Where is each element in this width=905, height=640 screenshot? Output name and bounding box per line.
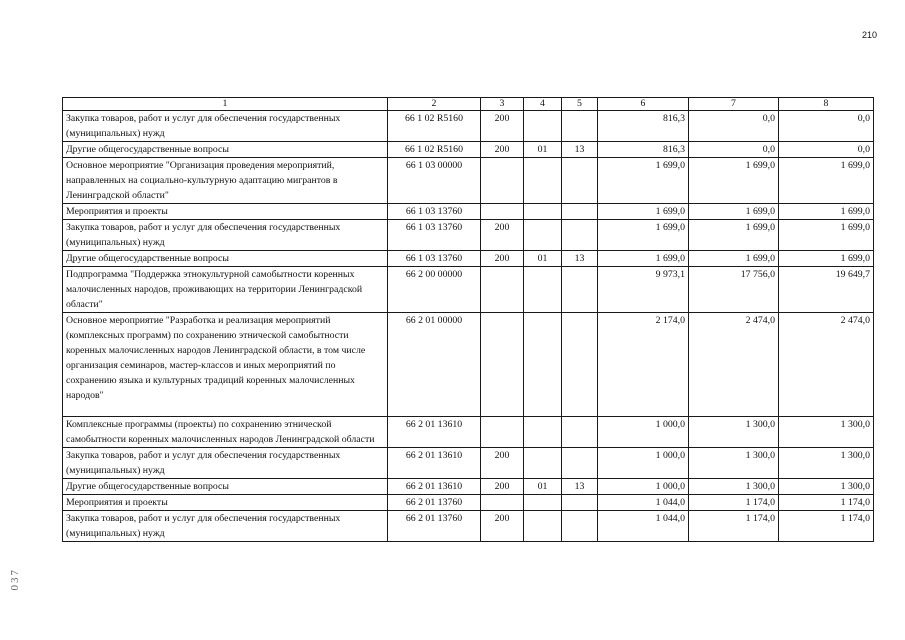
row-name-cell: Закупка товаров, работ и услуг для обеспечения государственных (муниципальных) нужд (63, 511, 388, 542)
budget-table (62, 97, 874, 542)
column-header: 4 (524, 98, 562, 111)
subsection-cell (562, 267, 598, 313)
table-row (63, 267, 874, 313)
year2-amount-cell: 1 699,0 (689, 251, 779, 267)
row-name-cell: Другие общегосударственные вопросы (63, 479, 388, 495)
expense-type-cell (481, 417, 524, 448)
row-name-cell: Основное мероприятие "Разработка и реализация мероприятий (комплексных программ) по сохранению этнической самобытности коренных малочисленных народов Ленинградской области, в том числе организация семинаров, мастер-классов и иных мероприятий по сохранению языка и культурных традиций коренных малочисленных народов" (63, 313, 388, 417)
year2-amount-cell: 1 699,0 (689, 204, 779, 220)
year1-amount-cell: 1 000,0 (598, 448, 689, 479)
year3-amount-cell: 1 174,0 (779, 495, 874, 511)
year1-amount-cell: 1 699,0 (598, 204, 689, 220)
year2-amount-cell: 1 174,0 (689, 511, 779, 542)
target-code-cell: 66 1 03 00000 (388, 158, 481, 204)
year2-amount-cell: 17 756,0 (689, 267, 779, 313)
year2-amount-cell: 0,0 (689, 111, 779, 142)
expense-type-cell (481, 313, 524, 417)
section-cell (524, 220, 562, 251)
year3-amount-cell: 1 699,0 (779, 220, 874, 251)
year1-amount-cell: 1 044,0 (598, 511, 689, 542)
row-name-cell: Закупка товаров, работ и услуг для обеспечения государственных (муниципальных) нужд (63, 111, 388, 142)
year2-amount-cell: 1 300,0 (689, 448, 779, 479)
year1-amount-cell: 9 973,1 (598, 267, 689, 313)
target-code-cell: 66 1 02 R5160 (388, 142, 481, 158)
year1-amount-cell: 2 174,0 (598, 313, 689, 417)
target-code-cell: 66 2 01 00000 (388, 313, 481, 417)
expense-type-cell: 200 (481, 511, 524, 542)
year3-amount-cell: 1 174,0 (779, 511, 874, 542)
section-cell (524, 511, 562, 542)
year2-amount-cell: 0,0 (689, 142, 779, 158)
subsection-cell (562, 204, 598, 220)
expense-type-cell (481, 204, 524, 220)
row-name-cell: Подпрограмма "Поддержка этнокультурной самобытности коренных малочисленных народов, проживающих на территории Ленинградской области" (63, 267, 388, 313)
page-number: 210 (861, 30, 877, 40)
subsection-cell: 13 (562, 142, 598, 158)
year1-amount-cell: 1 044,0 (598, 495, 689, 511)
table-row (63, 111, 874, 142)
year3-amount-cell: 0,0 (779, 142, 874, 158)
subsection-cell (562, 313, 598, 417)
target-code-cell: 66 1 03 13760 (388, 220, 481, 251)
section-cell (524, 417, 562, 448)
row-name-cell: Мероприятия и проекты (63, 495, 388, 511)
table-row (63, 142, 874, 158)
column-header: 1 (63, 98, 388, 111)
table-row (63, 251, 874, 267)
row-name-cell: Закупка товаров, работ и услуг для обеспечения государственных (муниципальных) нужд (63, 448, 388, 479)
row-name-cell: Другие общегосударственные вопросы (63, 142, 388, 158)
section-cell (524, 158, 562, 204)
year2-amount-cell: 1 300,0 (689, 417, 779, 448)
expense-type-cell: 200 (481, 448, 524, 479)
subsection-cell (562, 495, 598, 511)
year1-amount-cell: 816,3 (598, 111, 689, 142)
year1-amount-cell: 1 699,0 (598, 251, 689, 267)
expense-type-cell (481, 267, 524, 313)
year3-amount-cell: 1 699,0 (779, 251, 874, 267)
target-code-cell: 66 2 01 13610 (388, 448, 481, 479)
column-header: 6 (598, 98, 689, 111)
year2-amount-cell: 1 300,0 (689, 479, 779, 495)
subsection-cell (562, 417, 598, 448)
year3-amount-cell: 1 300,0 (779, 448, 874, 479)
year1-amount-cell: 816,3 (598, 142, 689, 158)
table-row (63, 313, 874, 417)
target-code-cell: 66 2 01 13610 (388, 479, 481, 495)
subsection-cell (562, 158, 598, 204)
year2-amount-cell: 1 699,0 (689, 158, 779, 204)
year2-amount-cell: 1 174,0 (689, 495, 779, 511)
year3-amount-cell: 1 699,0 (779, 204, 874, 220)
year2-amount-cell: 1 699,0 (689, 220, 779, 251)
section-cell (524, 448, 562, 479)
year3-amount-cell: 19 649,7 (779, 267, 874, 313)
row-name-cell: Другие общегосударственные вопросы (63, 251, 388, 267)
column-header: 8 (779, 98, 874, 111)
target-code-cell: 66 1 02 R5160 (388, 111, 481, 142)
section-cell: 01 (524, 142, 562, 158)
section-cell (524, 495, 562, 511)
subsection-cell (562, 111, 598, 142)
expense-type-cell (481, 495, 524, 511)
margin-handwritten-mark: 037 (9, 568, 21, 591)
expense-type-cell: 200 (481, 251, 524, 267)
row-name-cell: Закупка товаров, работ и услуг для обеспечения государственных (муниципальных) нужд (63, 220, 388, 251)
row-name-cell: Комплексные программы (проекты) по сохранению этнической самобытности коренных малочисленных народов Ленинградской области (63, 417, 388, 448)
subsection-cell (562, 220, 598, 251)
header-row (63, 98, 874, 111)
section-cell (524, 204, 562, 220)
year1-amount-cell: 1 000,0 (598, 417, 689, 448)
column-header: 7 (689, 98, 779, 111)
year2-amount-cell: 2 474,0 (689, 313, 779, 417)
expense-type-cell: 200 (481, 479, 524, 495)
target-code-cell: 66 1 03 13760 (388, 251, 481, 267)
year3-amount-cell: 0,0 (779, 111, 874, 142)
expense-type-cell: 200 (481, 111, 524, 142)
table-row (63, 495, 874, 511)
subsection-cell: 13 (562, 251, 598, 267)
year1-amount-cell: 1 699,0 (598, 158, 689, 204)
subsection-cell (562, 448, 598, 479)
year3-amount-cell: 1 699,0 (779, 158, 874, 204)
row-name-cell: Основное мероприятие "Организация проведения мероприятий, направленных на социально-культурную адаптацию мигрантов в Ленинградской области" (63, 158, 388, 204)
section-cell: 01 (524, 251, 562, 267)
table-row (63, 220, 874, 251)
target-code-cell: 66 2 00 00000 (388, 267, 481, 313)
table-row (63, 511, 874, 542)
table-row (63, 158, 874, 204)
section-cell (524, 313, 562, 417)
column-header: 5 (562, 98, 598, 111)
target-code-cell: 66 2 01 13610 (388, 417, 481, 448)
subsection-cell: 13 (562, 479, 598, 495)
year3-amount-cell: 1 300,0 (779, 417, 874, 448)
year1-amount-cell: 1 699,0 (598, 220, 689, 251)
expense-type-cell (481, 158, 524, 204)
target-code-cell: 66 2 01 13760 (388, 511, 481, 542)
target-code-cell: 66 1 03 13760 (388, 204, 481, 220)
year1-amount-cell: 1 000,0 (598, 479, 689, 495)
year3-amount-cell: 1 300,0 (779, 479, 874, 495)
table-row (63, 204, 874, 220)
column-header: 2 (388, 98, 481, 111)
expense-type-cell: 200 (481, 220, 524, 251)
section-cell (524, 111, 562, 142)
expense-type-cell: 200 (481, 142, 524, 158)
section-cell: 01 (524, 479, 562, 495)
column-header: 3 (481, 98, 524, 111)
table-row (63, 417, 874, 448)
target-code-cell: 66 2 01 13760 (388, 495, 481, 511)
table-row (63, 448, 874, 479)
section-cell (524, 267, 562, 313)
row-name-cell: Мероприятия и проекты (63, 204, 388, 220)
table-row (63, 479, 874, 495)
year3-amount-cell: 2 474,0 (779, 313, 874, 417)
subsection-cell (562, 511, 598, 542)
